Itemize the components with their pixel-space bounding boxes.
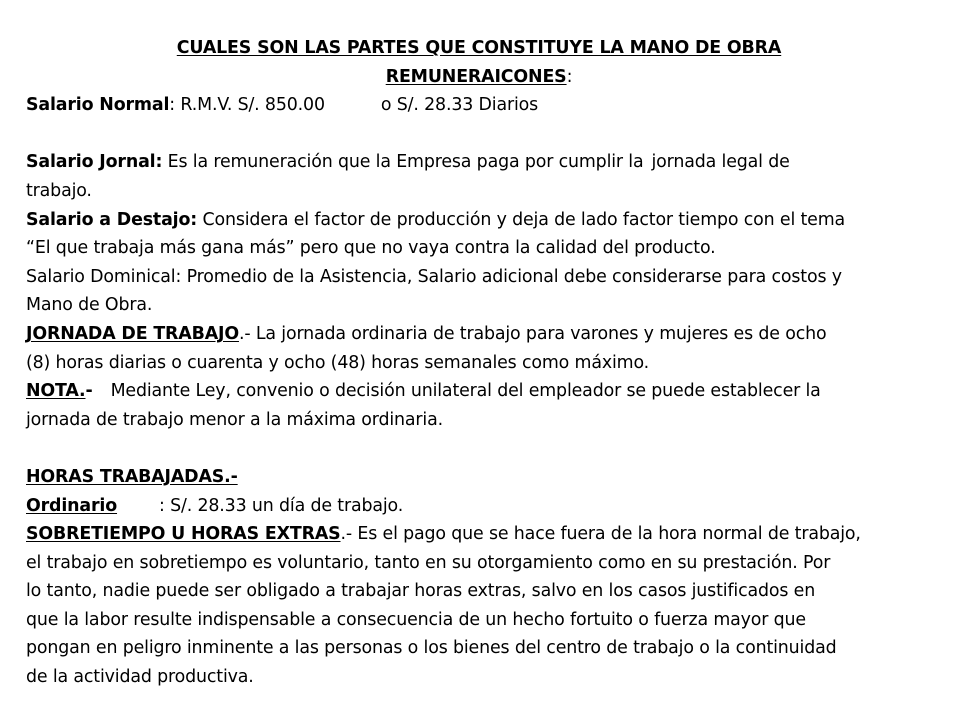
- ordinario-line: [26, 492, 940, 521]
- nota-dash: -: [85, 381, 93, 402]
- nota-text: Mediante Ley, convenio o decisión unilateral del empleador se puede establecer la: [110, 381, 821, 402]
- jornada-text: .- La jornada ordinaria de trabajo para varones y mujeres es de ocho: [238, 323, 827, 344]
- sobretiempo-line3: lo tanto, nadie puede ser obligado a trabajar horas extras, salvo en los casos justificados en: [26, 581, 816, 602]
- salario-destajo-line1: [26, 206, 940, 235]
- salario-jornal-label: Salario Jornal:: [26, 152, 163, 173]
- salario-dominical-line2: Mano de Obra.: [26, 295, 153, 316]
- jornada-label: JORNADA DE TRABAJO: [26, 323, 239, 344]
- ordinario-text: : S/. 28.33 un día de trabajo.: [159, 495, 404, 516]
- salario-destajo-text: Considera el factor de producción y deja de lado factor tiempo con el tema: [197, 209, 846, 230]
- salario-normal-label: Salario Normal: [26, 95, 170, 116]
- nota-label: NOTA.: [26, 381, 86, 402]
- salario-jornal-tail: jornada legal de: [651, 152, 790, 173]
- sobretiempo-label: SOBRETIEMPO U HORAS EXTRAS: [26, 524, 341, 545]
- document-title-line1: CUALES SON LAS PARTES QUE CONSTITUYE LA MANO DE OBRA: [176, 38, 782, 58]
- salario-jornal-line1: [26, 148, 940, 177]
- sobretiempo-line1: [26, 520, 940, 549]
- sobretiempo-line6: de la actividad productiva.: [26, 667, 254, 688]
- jornada-line1: [26, 320, 940, 349]
- salario-destajo-label: Salario a Destajo:: [26, 209, 198, 230]
- horas-trabajadas-heading: HORAS TRABAJADAS.-: [26, 466, 238, 487]
- sobretiempo-text: .- Es el pago que se hace fuera de la hora normal de trabajo,: [340, 524, 861, 545]
- remuneraciones-heading: REMUNERAICONES: [385, 66, 567, 87]
- ordinario-label: Ordinario: [26, 495, 118, 516]
- nota-line1: [26, 377, 940, 406]
- nota-line2: jornada de trabajo menor a la máxima ordinaria.: [26, 409, 443, 430]
- salario-normal-value: R.M.V. S/. 850.00: [175, 95, 325, 116]
- jornada-line2: (8) horas diarias o cuarenta y ocho (48) horas semanales como máximo.: [26, 352, 650, 373]
- salario-jornal-text: Es la remuneración que la Empresa paga por cumplir la: [162, 152, 644, 173]
- remuneraciones-colon: :: [566, 66, 573, 87]
- sobretiempo-line4: que la labor resulte indispensable a consecuencia de un hecho fortuito o fuerza mayor que: [26, 609, 806, 630]
- document-title-line2: [18, 63, 940, 92]
- salario-dominical-line1: Salario Dominical: Promedio de la Asistencia, Salario adicional debe considerarse para costos y: [26, 266, 842, 287]
- salario-normal-colon: :: [169, 95, 176, 116]
- sobretiempo-line5: pongan en peligro inminente a las personas o los bienes del centro de trabajo o la continuidad: [26, 638, 837, 659]
- sobretiempo-line2: el trabajo en sobretiempo es voluntario, tanto en su otorgamiento como en su prestación. Por: [26, 552, 831, 573]
- salario-destajo-line2: “El que trabaja más gana más” pero que no vaya contra la calidad del producto.: [26, 238, 716, 259]
- salario-normal-line: [26, 91, 940, 120]
- salario-normal-daily: o S/. 28.33 Diarios: [380, 95, 539, 116]
- salario-jornal-line2: trabajo.: [26, 180, 92, 201]
